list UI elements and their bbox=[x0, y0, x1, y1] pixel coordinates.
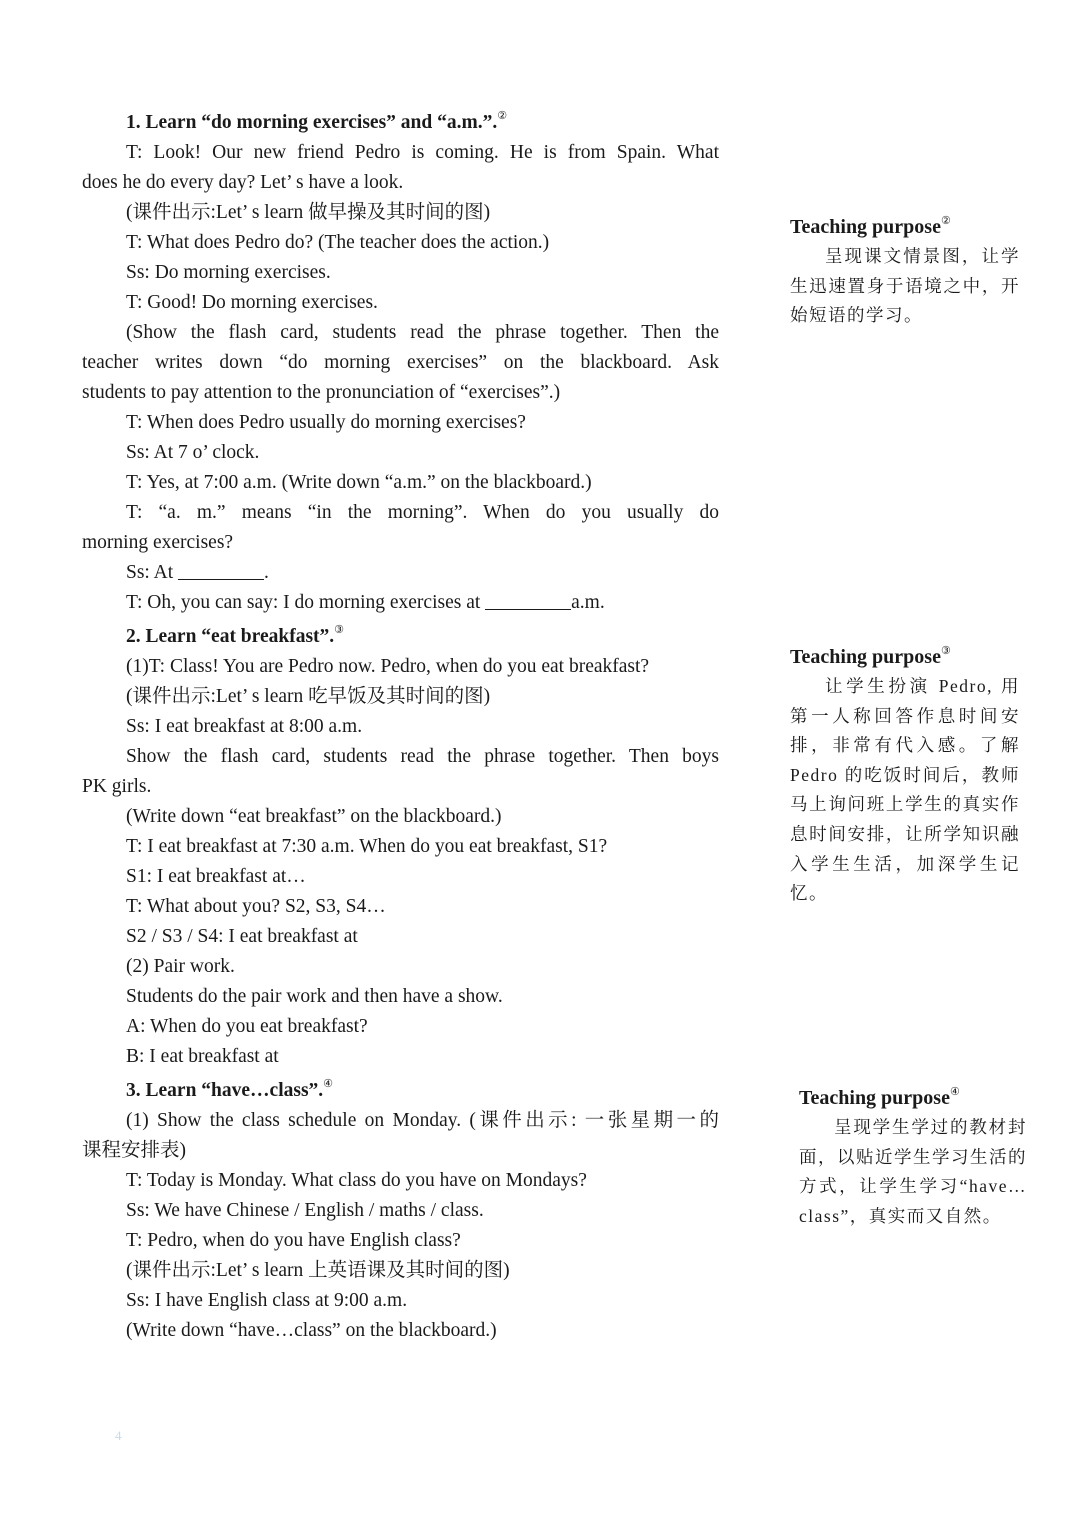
instruction-line: (2) Pair work. bbox=[126, 956, 235, 977]
instruction-line: (Write down “eat breakfast” on the blackboard.) bbox=[126, 806, 502, 827]
instruction-line: teacher writes down “do morning exercises” on the blackboard. Ask bbox=[82, 352, 719, 373]
section-3-heading: 3. Learn “have…class”.④ bbox=[126, 1078, 334, 1101]
note-title: Teaching purpose③ bbox=[790, 645, 951, 668]
dialogue-line: T: Today is Monday. What class do you have on Mondays? bbox=[126, 1170, 587, 1191]
dialogue-line: S2 / S3 / S4: I eat breakfast at bbox=[126, 926, 358, 947]
instruction-line: students to pay attention to the pronunciation of “exercises”.) bbox=[82, 382, 561, 403]
note-text: 呈现学生学过的教材封面，以贴近学生学习生活的方式，让学生学习“have…class”，真实而又自然。 bbox=[799, 1117, 1027, 1226]
instruction-line: PK girls. bbox=[82, 776, 152, 797]
note-text: 让学生扮演 Pedro, 用第一人称回答作息时间安排，非常有代入感。了解 Pedro 的吃饭时间后，教师马上询问班上学生的真实作息时间安排，让所学知识融入学生生活，加深学生记忆。 bbox=[790, 676, 1020, 904]
dialogue-line: T: Pedro, when do you have English class? bbox=[126, 1230, 461, 1251]
footnote-marker: ④ bbox=[323, 1078, 334, 1090]
dialogue-line: Ss: At 7 o’ clock. bbox=[126, 442, 260, 463]
lesson-procedure bbox=[82, 104, 719, 1346]
instruction-line: 课程安排表) bbox=[82, 1140, 186, 1161]
dialogue-line: T: Good! Do morning exercises. bbox=[126, 292, 378, 313]
courseware-note: (课件出示:Let’ s learn 吃早饭及其时间的图) bbox=[126, 686, 491, 707]
dialogue-line: T: “a. m.” means “in the morning”. When do you usually do bbox=[126, 502, 719, 523]
dialogue-line: T: Oh, you can say: I do morning exercises at a.m. bbox=[82, 588, 719, 618]
instruction-line: Students do the pair work and then have a show. bbox=[126, 986, 503, 1007]
note-title: Teaching purpose④ bbox=[799, 1086, 960, 1109]
dialogue-line: B: I eat breakfast at bbox=[126, 1046, 279, 1067]
instruction-line: (Write down “have…class” on the blackboard.) bbox=[126, 1320, 497, 1341]
answer-blank bbox=[485, 589, 571, 610]
courseware-note: (课件出示:Let’ s learn 上英语课及其时间的图) bbox=[126, 1260, 510, 1281]
teaching-purpose-note-3 bbox=[790, 642, 1020, 909]
dialogue-line: (1)T: Class! You are Pedro now. Pedro, when do you eat breakfast? bbox=[126, 656, 650, 677]
note-text: 呈现课文情景图，让学生迅速置身于语境之中，开始短语的学习。 bbox=[790, 246, 1020, 326]
footnote-marker: ③ bbox=[334, 624, 345, 636]
dialogue-line: Ss: I eat breakfast at 8:00 a.m. bbox=[126, 716, 363, 737]
dialogue-line: Ss: At . bbox=[82, 558, 719, 588]
section-2-heading: 2. Learn “eat breakfast”.③ bbox=[126, 624, 345, 647]
teaching-purpose-note-2 bbox=[790, 212, 1020, 331]
page-number: 4 bbox=[115, 1428, 122, 1443]
dialogue-line: T: I eat breakfast at 7:30 a.m. When do you eat breakfast, S1? bbox=[126, 836, 608, 857]
dialogue-line: S1: I eat breakfast at… bbox=[126, 866, 306, 887]
teaching-purpose-note-4 bbox=[799, 1083, 1027, 1231]
dialogue-line: A: When do you eat breakfast? bbox=[126, 1016, 368, 1037]
dialogue-line: Ss: I have English class at 9:00 a.m. bbox=[126, 1290, 408, 1311]
courseware-note: (课件出示:Let’ s learn 做早操及其时间的图) bbox=[126, 202, 491, 223]
dialogue-line: T: Yes, at 7:00 a.m. (Write down “a.m.” on the blackboard.) bbox=[126, 472, 592, 493]
dialogue-line: Ss: We have Chinese / English / maths / class. bbox=[126, 1200, 484, 1221]
dialogue-line: T: What does Pedro do? (The teacher does the action.) bbox=[126, 232, 550, 253]
note-title: Teaching purpose② bbox=[790, 215, 951, 238]
instruction-line: Show the flash card, students read the phrase together. Then boys bbox=[126, 746, 719, 767]
dialogue-line: morning exercises? bbox=[82, 532, 234, 553]
dialogue-line: T: Look! Our new friend Pedro is coming. He is from Spain. What bbox=[126, 142, 719, 163]
dialogue-line: Ss: Do morning exercises. bbox=[126, 262, 331, 283]
dialogue-line: T: When does Pedro usually do morning exercises? bbox=[126, 412, 526, 433]
section-1-heading: 1. Learn “do morning exercises” and “a.m.”.② bbox=[126, 110, 508, 133]
instruction-line: (1) Show the class schedule on Monday. (课件出示: 一张星期一的 bbox=[126, 1110, 719, 1131]
answer-blank bbox=[178, 559, 264, 580]
dialogue-line: does he do every day? Let’ s have a look. bbox=[82, 172, 404, 193]
footnote-marker: ② bbox=[497, 110, 508, 122]
dialogue-line: T: What about you? S2, S3, S4… bbox=[126, 896, 386, 917]
instruction-line: (Show the flash card, students read the phrase together. Then the bbox=[126, 322, 719, 343]
